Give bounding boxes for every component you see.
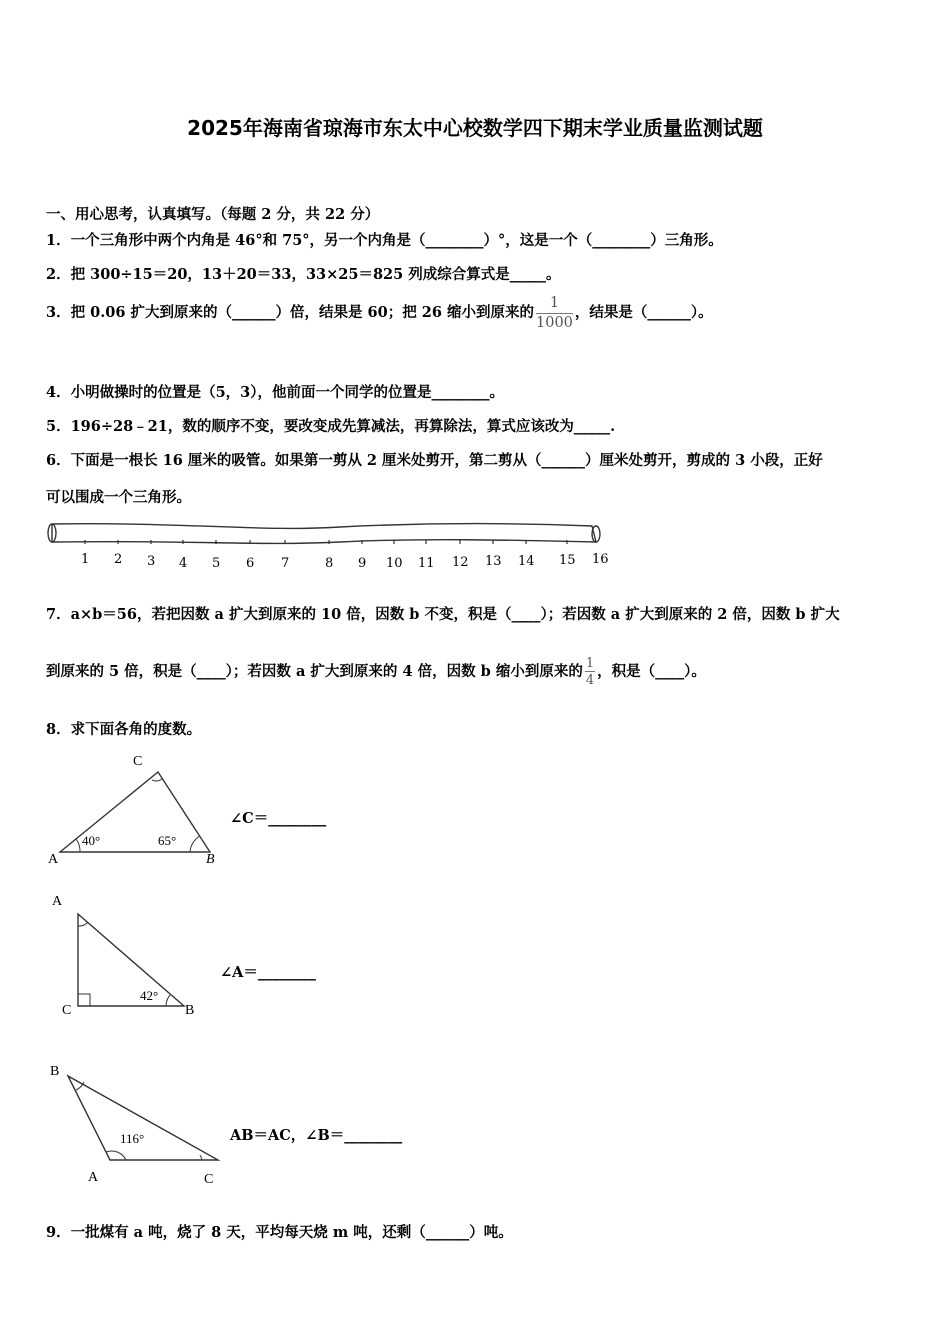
ruler-label: 4 (179, 556, 188, 571)
straw-drawing (40, 518, 610, 554)
vertex-label-c: C (204, 1172, 214, 1187)
ruler-label: 11 (418, 556, 435, 571)
ruler-label: 9 (358, 556, 367, 571)
ruler-label: 15 (559, 553, 576, 568)
vertex-label-a: A (88, 1170, 99, 1185)
triangle-figure-2 (40, 892, 440, 1032)
question-7-line-2 (46, 657, 706, 687)
ruler-label: 2 (114, 552, 123, 567)
section-heading: 一、用心思考，认真填写。（每题 2 分，共 22 分） (46, 206, 380, 223)
vertex-label-b: B (185, 1003, 195, 1018)
ruler-label: 13 (485, 554, 502, 569)
ruler-label: 5 (212, 556, 221, 571)
question-6-line-1: 6．下面是一根长 16 厘米的吸管。如果第一剪从 2 厘米处剪开，第二剪从（______）厘米处剪开，剪成的 3 小段，正好 (46, 452, 823, 469)
angle-label-a: 40° (82, 833, 101, 848)
ruler-label: 12 (452, 555, 469, 570)
fraction-1-1000 (536, 296, 573, 330)
ruler-label: 8 (325, 556, 334, 571)
answer-angle-c: ∠C＝________ (230, 810, 327, 827)
fraction-numerator: 1 (585, 656, 595, 671)
page-title: 2025年海南省琼海市东太中心校数学四下期末学业质量监测试题 (187, 116, 763, 140)
fraction-denominator: 4 (585, 673, 595, 688)
fraction-numerator: 1 (536, 296, 573, 314)
triangle-figure-3 (40, 1060, 480, 1190)
ruler-label: 1 (81, 552, 90, 567)
question-6-line-2: 可以围成一个三角形。 (46, 489, 191, 506)
triangle-figure-1 (40, 752, 440, 872)
vertex-label-a: A (52, 894, 63, 909)
vertex-label-a: A (48, 852, 59, 867)
ruler-label: 14 (518, 554, 535, 569)
answer-angle-a: ∠A＝________ (220, 964, 316, 981)
question-2: 2．把 300÷15＝20，13＋20＝33，33×25＝825 列成综合算式是_____。 (46, 266, 561, 283)
vertex-label-b: B (50, 1064, 60, 1079)
angle-label-a: 116° (120, 1131, 145, 1146)
question-7-text-b: 到原来的 5 倍，积是（____）；若因数 a 扩大到原来的 4 倍，因数 b 缩小到原来的 (46, 663, 583, 680)
question-7-text-c: ，积是（____）。 (597, 663, 706, 680)
question-7-line-1: 7．a×b＝56，若把因数 a 扩大到原来的 10 倍，因数 b 不变，积是（____）；若因数 a 扩大到原来的 2 倍，因数 b 扩大 (46, 606, 840, 623)
ruler-label: 6 (246, 556, 255, 571)
straw-ruler (40, 518, 610, 578)
fraction-denominator: 1000 (536, 314, 573, 331)
triangle-3-drawing (40, 1060, 240, 1180)
question-9: 9．一批煤有 a 吨，烧了 8 天，平均每天烧 m 吨，还剩（______）吨。 (46, 1224, 513, 1241)
answer-angle-b: AB＝AC，∠B＝________ (230, 1127, 403, 1144)
question-3-text-a: 3．把 0.06 扩大到原来的（______）倍，结果是 60；把 26 缩小到原来的 (46, 304, 534, 321)
fraction-1-4 (585, 657, 595, 687)
ruler-label: 7 (281, 556, 290, 571)
question-5: 5．196÷28﹣21，数的顺序不变，要改变成先算减法，再算除法，算式应该改为_____. (46, 418, 616, 435)
angle-label-b: 42° (140, 988, 159, 1003)
vertex-label-b: B (206, 852, 215, 867)
vertex-label-c: C (62, 1003, 72, 1018)
ruler-label: 3 (147, 554, 156, 569)
ruler-label: 16 (592, 552, 609, 567)
ruler-label: 10 (386, 556, 403, 571)
question-3 (46, 296, 713, 330)
question-8: 8．求下面各角的度数。 (46, 721, 202, 738)
question-1: 1．一个三角形中两个内角是 46°和 75°，另一个内角是（________）°，这是一个（________）三角形。 (46, 232, 723, 249)
question-4: 4．小明做操时的位置是（5，3），他前面一个同学的位置是________。 (46, 384, 505, 401)
vertex-label-c: C (133, 754, 143, 769)
question-3-text-b: ，结果是（______）。 (574, 304, 713, 321)
angle-label-b: 65° (158, 833, 177, 848)
